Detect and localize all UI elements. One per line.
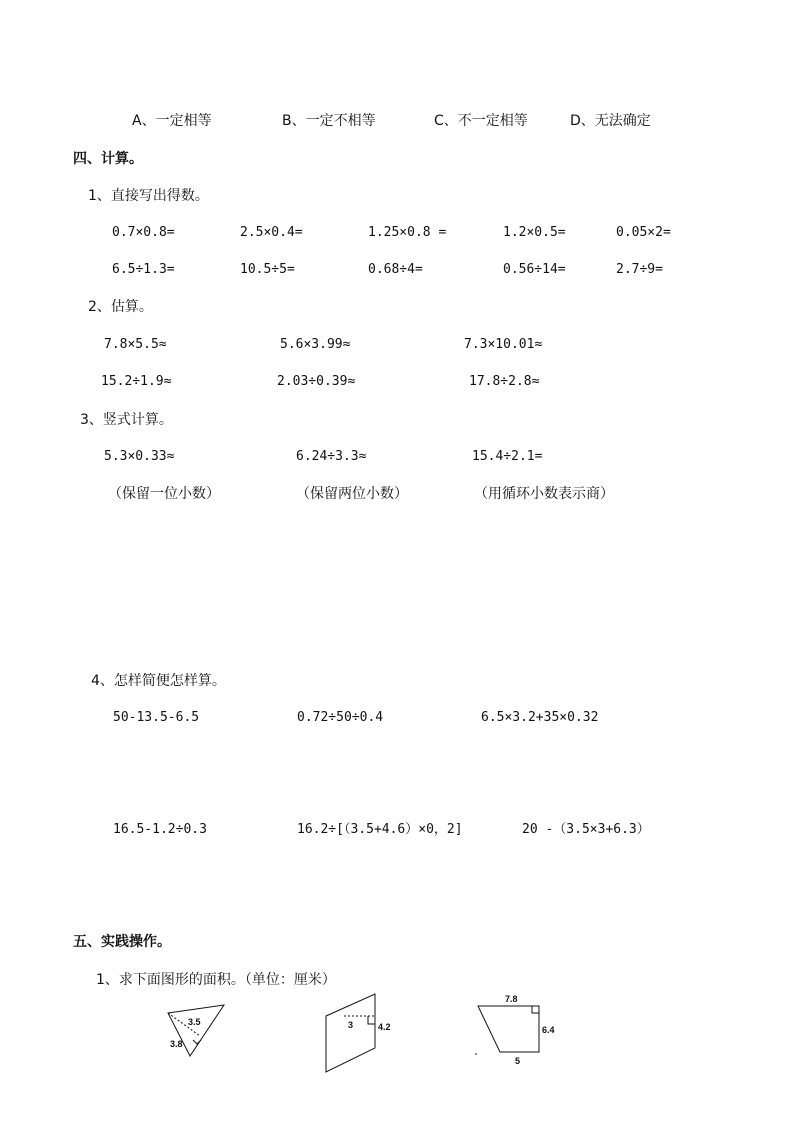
- q1-item: 6.5÷1.3=: [112, 262, 175, 277]
- section-4-title: 四、计算。: [73, 151, 143, 167]
- q2-title: 2、估算。: [88, 299, 153, 315]
- q4-item: 16.5-1.2÷0.3: [113, 822, 207, 837]
- q4-item: 0.72÷50÷0.4: [297, 710, 384, 725]
- q4-item: 6.5×3.2+35×0.32: [481, 710, 599, 725]
- q1-item: 2.5×0.4=: [240, 225, 303, 240]
- trapezoid-height-label: 6.4: [542, 1025, 555, 1035]
- q3-note: （用循环小数表示商）: [474, 486, 614, 502]
- q2-item: 2.03÷0.39≈: [277, 374, 356, 389]
- q3-note: （保留一位小数）: [108, 486, 220, 502]
- q4-title: 4、怎样简便怎样算。: [91, 673, 226, 689]
- parallelogram-base-label: 3: [348, 1020, 354, 1030]
- q4-item: 20 -（3.5×3+6.3）: [522, 822, 650, 837]
- trapezoid-figure: [478, 1006, 539, 1052]
- q1-item: 0.68÷4=: [368, 262, 423, 277]
- q4-item: 16.2÷[（3.5+4.6）×0，2]: [297, 822, 463, 837]
- choice-a: A、一定相等: [132, 113, 212, 129]
- q2-item: 15.2÷1.9≈: [101, 374, 172, 389]
- q3-problem: 15.4÷2.1=: [472, 449, 543, 464]
- q3-note: （保留两位小数）: [296, 486, 408, 502]
- trapezoid-bottom-label: 5: [515, 1056, 521, 1066]
- q2-item: 5.6×3.99≈: [280, 337, 351, 352]
- q2-item: 17.8÷2.8≈: [469, 374, 540, 389]
- q1-item: 2.7÷9=: [616, 262, 663, 277]
- q1-item: 1.25×0.8 =: [368, 225, 447, 240]
- q1-item: 10.5÷5=: [240, 262, 295, 277]
- q3-problem: 6.24÷3.3≈: [296, 449, 367, 464]
- q3-problem: 5.3×0.33≈: [104, 449, 175, 464]
- q2-item: 7.3×10.01≈: [464, 337, 543, 352]
- dot-mark: [475, 1053, 477, 1055]
- q4-item: 50-13.5-6.5: [113, 710, 200, 725]
- triangle-height-label: 3.5: [188, 1017, 201, 1027]
- q1-item: 1.2×0.5=: [503, 225, 566, 240]
- q1-item: 0.56÷14=: [503, 262, 566, 277]
- q1-title: 1、直接写出得数。: [88, 188, 209, 204]
- choice-d: D、无法确定: [570, 113, 651, 129]
- triangle-base-label: 3.8: [170, 1039, 183, 1049]
- q1-item: 0.05×2=: [616, 225, 671, 240]
- trapezoid-top-label: 7.8: [505, 994, 518, 1004]
- q1-item: 0.7×0.8=: [112, 225, 175, 240]
- choice-c: C、不一定相等: [434, 113, 528, 129]
- section-5-title: 五、实践操作。: [73, 934, 171, 950]
- q3-title: 3、竖式计算。: [80, 412, 173, 428]
- parallelogram-height-label: 4.2: [378, 1022, 391, 1032]
- choice-b: B、一定不相等: [282, 113, 376, 129]
- q2-item: 7.8×5.5≈: [104, 337, 167, 352]
- parallelogram-figure: [326, 994, 375, 1072]
- s5-q1-title: 1、求下面图形的面积。（单位：厘米）: [96, 972, 336, 988]
